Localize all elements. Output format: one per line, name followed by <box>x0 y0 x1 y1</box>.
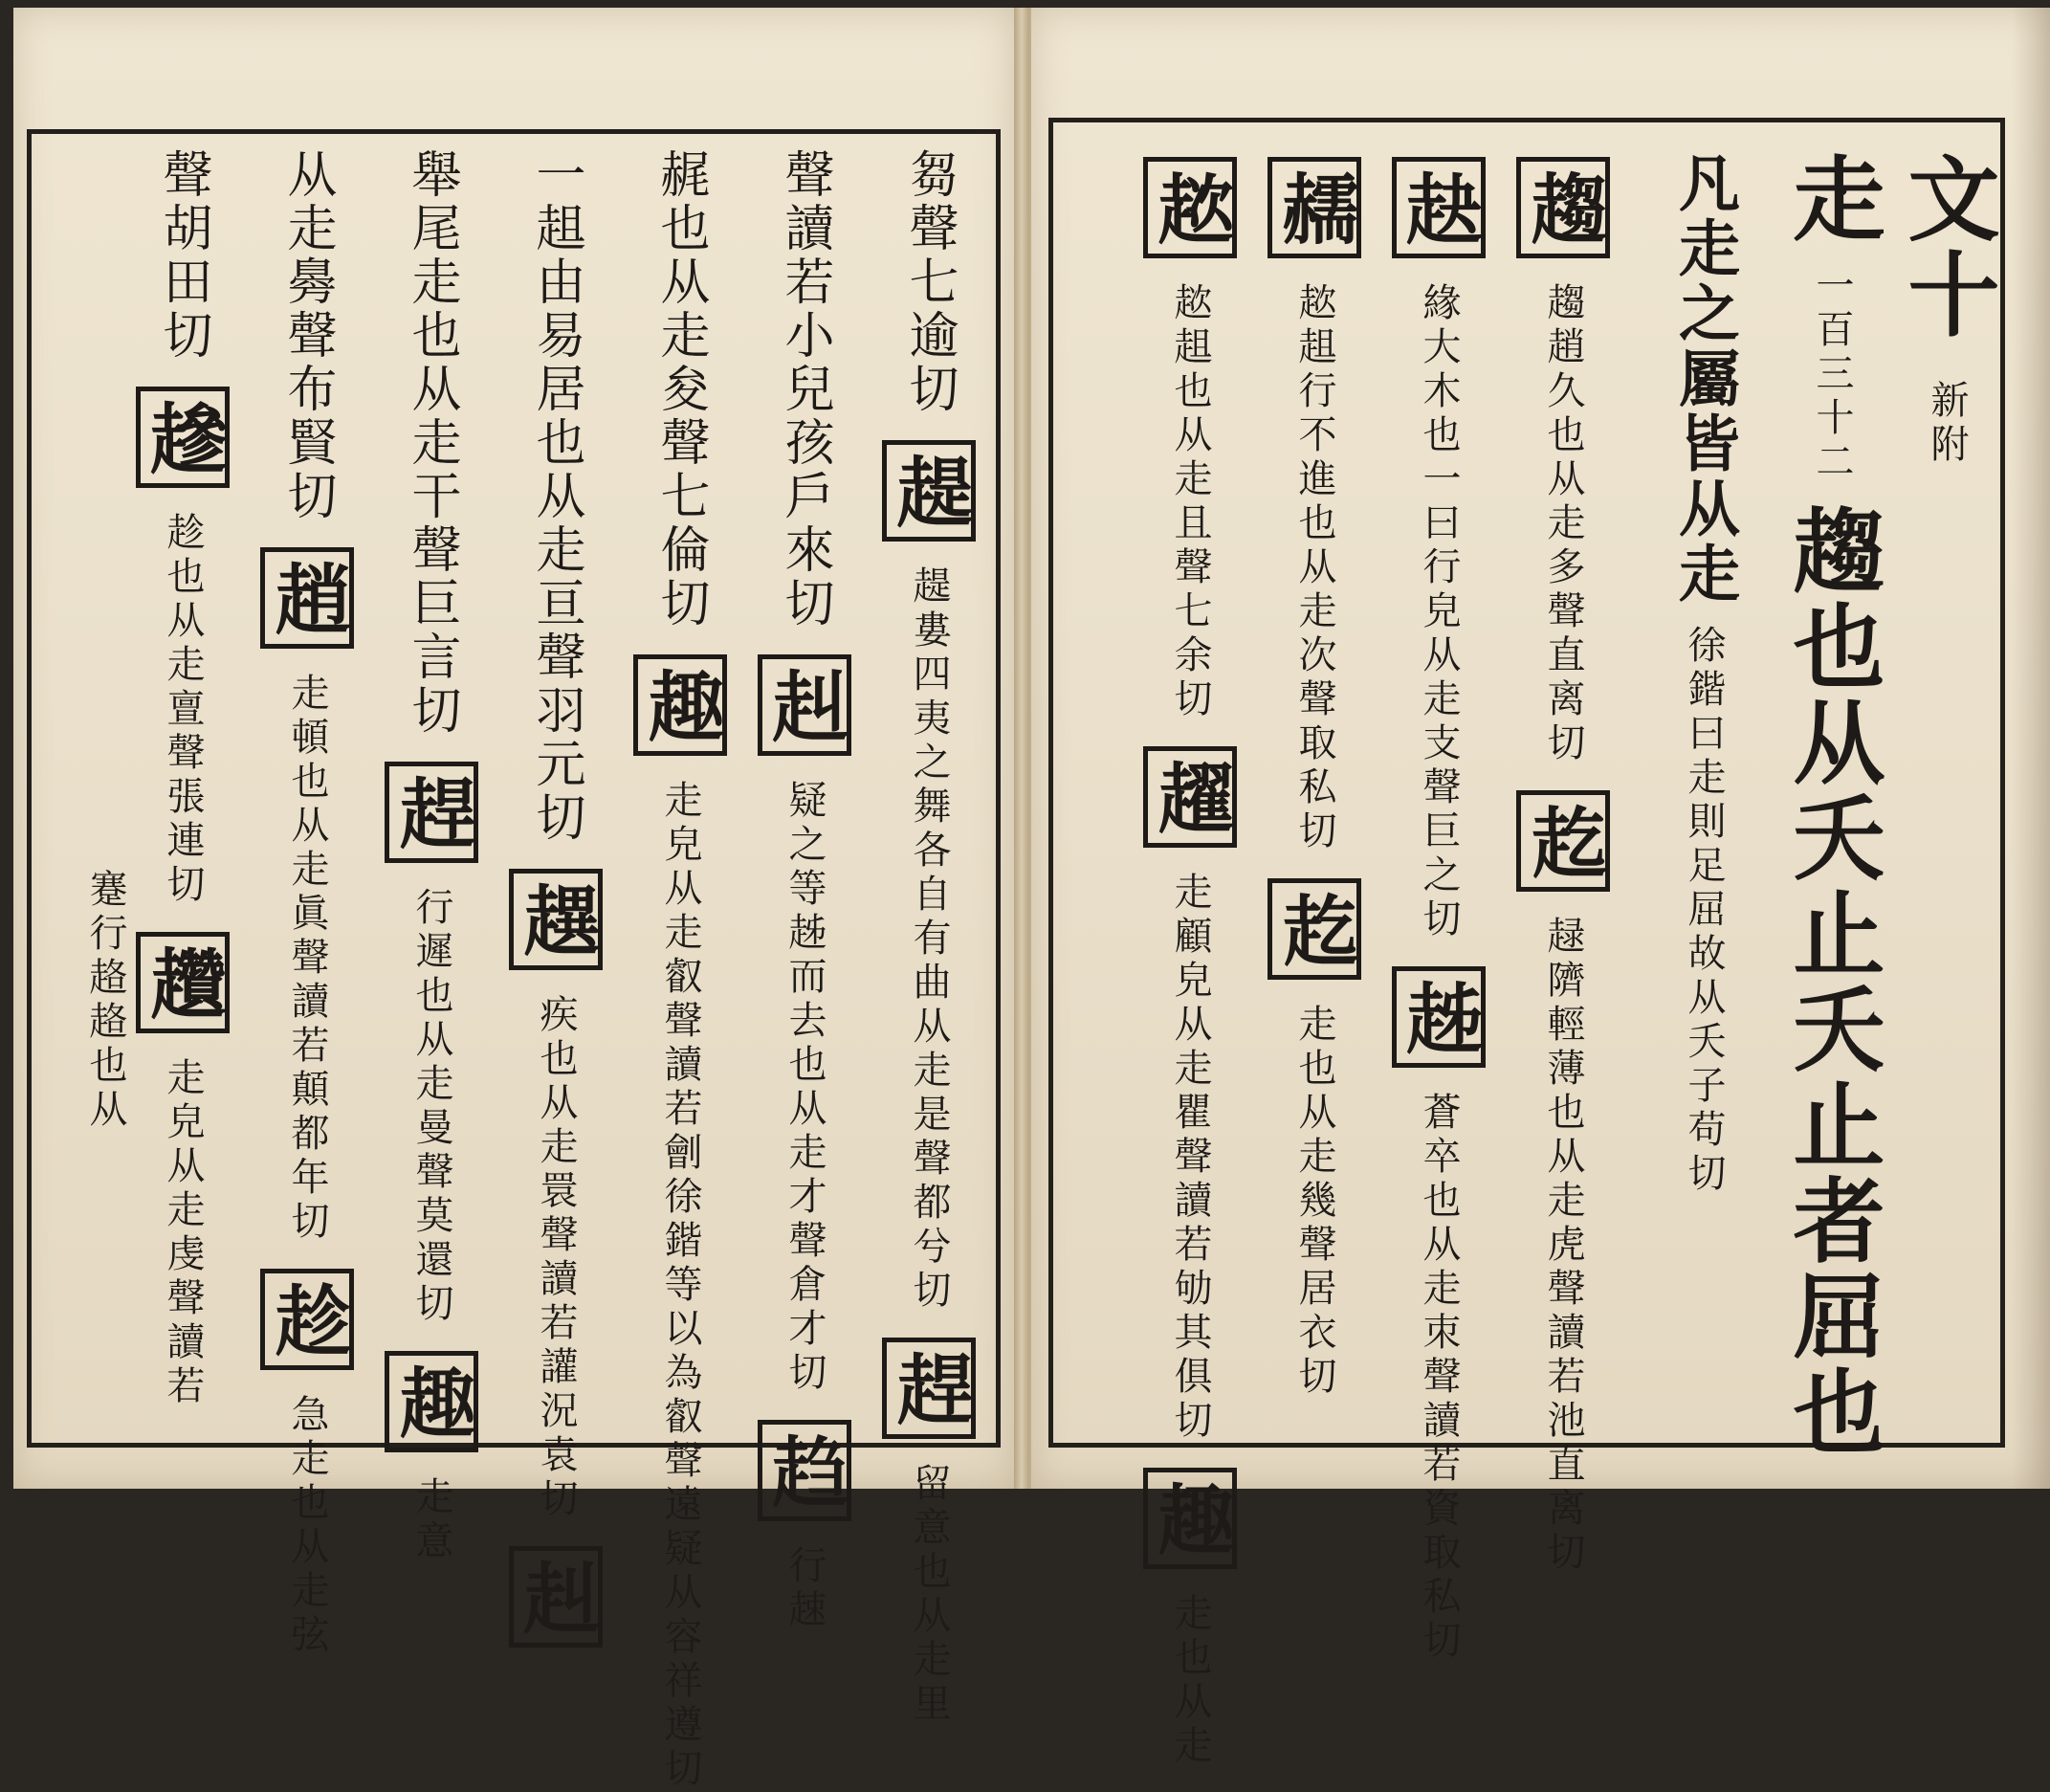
left-page <box>13 8 1016 1792</box>
left-col-8: 蹇行䞦䞦也从 <box>83 869 127 1133</box>
left-col-7: 聲胡田切 䟃 趁也从走亶聲張連切 趲 走皃从走虔聲讀若 <box>138 148 228 1409</box>
left-col-1: 芻聲七逾切 趧 趧婁四夷之舞各自有曲从走是聲都兮切 趕 留意也从走里 <box>884 148 974 1727</box>
section-title-col: 文十 新附 <box>1893 151 2001 468</box>
right-col-5: 䞕 趑趄行不進也从走次聲取私切 䞘 走也从走幾聲居衣切 <box>1256 151 1361 1433</box>
book-gutter <box>1014 8 1029 1489</box>
left-col-4: 一趄由易居也从走亘聲羽元切 趩 疾也从走睘聲讀若讙況袁切 赳 <box>522 148 603 1430</box>
right-col-6: 趑 趑趄也从走且聲七余切 趯 走顧皃从走瞿聲讀若劬其俱切 趣 走也从走 <box>1132 151 1237 1433</box>
right-page <box>1029 8 2050 1769</box>
left-col-5: 舉尾走也从走干聲巨言切 趕 行遲也从走曼聲莫還切 趣 走意 <box>386 148 476 1564</box>
left-col-2: 聲讀若小兒孩戶來切 赳 疑之等趀而去也从走才聲倉才切 趋 行趚 <box>760 148 849 1633</box>
page-edge-shadow <box>2012 8 2050 1489</box>
left-col-3: 䞔也从走夋聲七倫切 趣 走皃从走叡聲讀若劊徐鍇等以為叡聲遠疑从容祥遵切 <box>635 148 725 1792</box>
right-col-1: 走 一百三十二 趨也从夭止夭止者屈也 <box>1778 151 1886 1460</box>
left-col-6: 从走臱聲布賢切 趙 走頓也从走眞聲讀若顛都年切 趁 急走也从走弦 <box>262 148 352 1658</box>
right-col-3: 趨 趨趙久也从走多聲直离切 䞘 趢隮輕薄也从走虎聲讀若池直离切 <box>1505 151 1610 1433</box>
right-col-4: 赽 緣大木也一曰行皃从走支聲巨之切 趀 蒼卒也从走朿聲讀若資取私切 <box>1380 151 1486 1433</box>
book-spread <box>13 8 2048 1792</box>
right-col-2: 凡走之屬皆从走 徐鍇曰走則足屈故从夭子苟切 <box>1668 151 1740 1197</box>
